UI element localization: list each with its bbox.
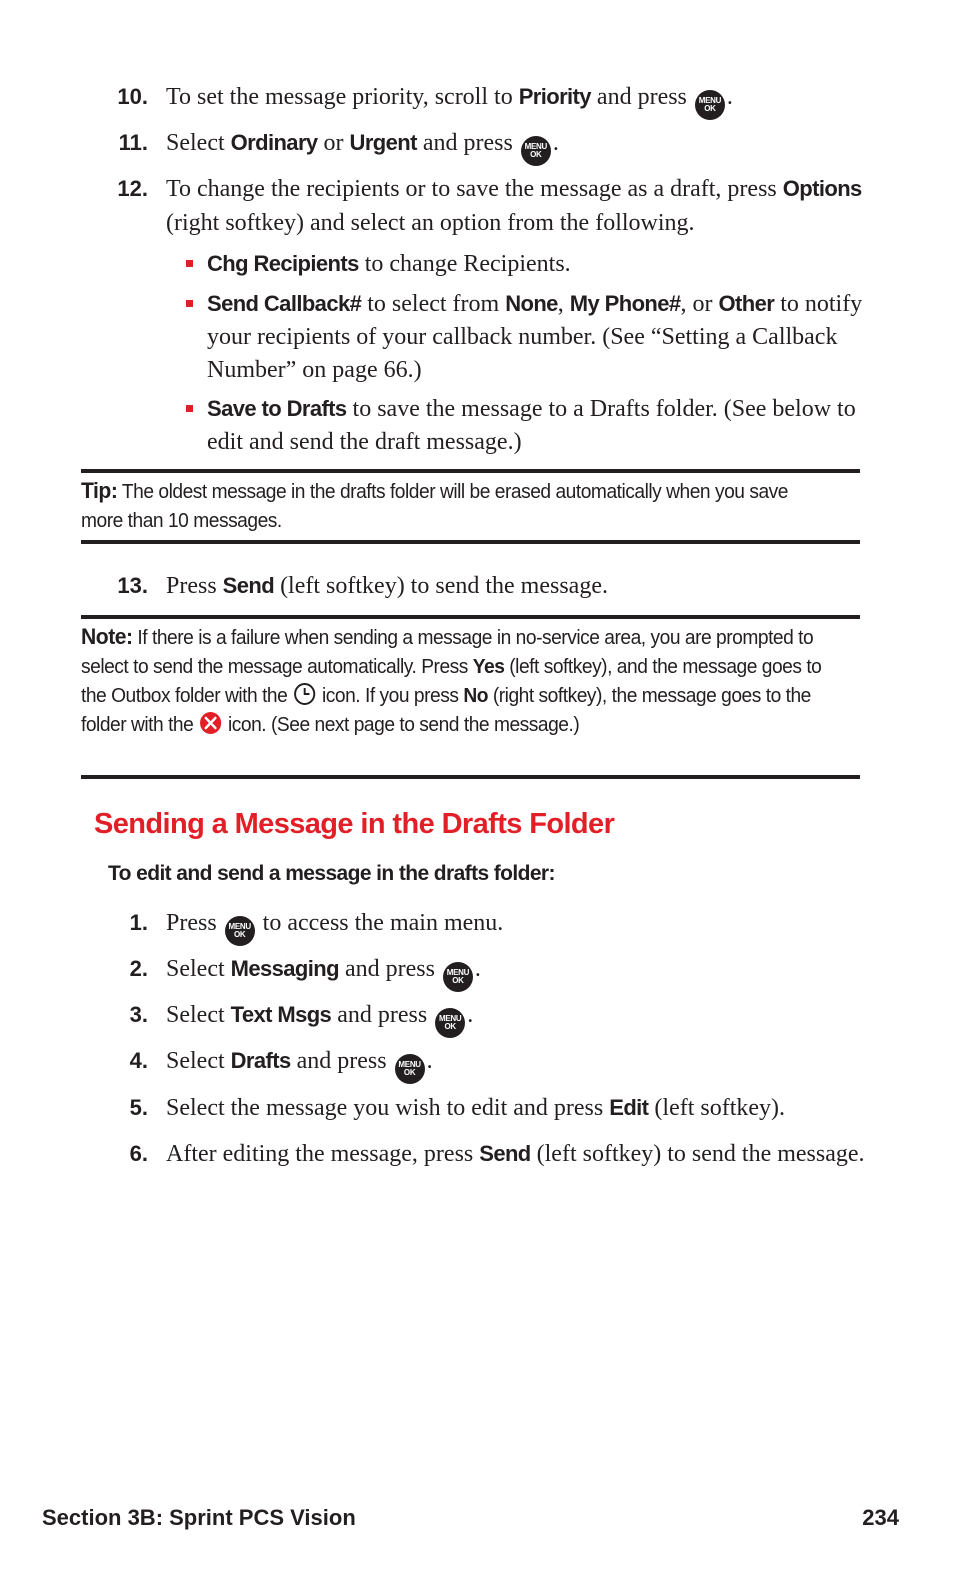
key-yes: Yes [472,656,505,678]
note-label: Note: [81,624,133,649]
menu-ok-key-icon: MENU OK [435,1008,465,1038]
key-edit: Edit [609,1095,649,1120]
tip-text: The oldest message in the drafts folder will be erased automatically when you save more than 10 messages. [81,481,788,532]
draft-step-5: 5. Select the message you wish to edit and press Edit (left softkey). [108,1091,868,1125]
step-number: 3. [129,1002,148,1027]
step-13: 13. Press Send (left softkey) to send the message. [108,569,868,603]
note-box: Note: If there is a failure when sending a message in no-service area, you are prompted to select to send the message automatically. Press Yes (left softkey), and the message goes to the Outbox folder with the icon. If you press No (right softkey), the message goes to the folder with the icon. (See next page to send the message.) [81,624,822,736]
draft-step-6: 6. After editing the message, press Send (left softkey) to send the message. [108,1137,868,1171]
key-ordinary: Ordinary [230,130,318,155]
footer-section-title: Section 3B: Sprint PCS Vision [42,1505,356,1530]
section-subheading: To edit and send a message in the drafts folder: [108,862,555,885]
step-number: 6. [129,1141,148,1166]
draft-step-2: 2. Select Messaging and press MENU OK . [108,952,868,992]
tip-box [81,476,829,536]
step-number: 4. [129,1048,148,1073]
step-10 [108,80,868,120]
key-messaging: Messaging [230,956,339,981]
option-send-callback: Send Callback# [207,291,362,316]
step-number: 13. [117,573,148,598]
step-number: 11. [118,130,148,155]
key-urgent: Urgent [349,130,417,155]
clock-icon [293,682,316,706]
option-save-to-drafts: Save to Drafts [207,396,347,421]
divider-rule [81,469,860,473]
menu-ok-key-icon: MENU OK [521,136,551,166]
bullet-save-to-drafts: Save to Drafts to save the message to a Drafts folder. (See below to edit and send the draft message.) [186,392,866,459]
step-text: To change the recipients or to save the message as a draft, press Options (right softkey) and select an option from the following. [166,176,862,236]
draft-step-3: 3. Select Text Msgs and press MENU OK . [108,998,868,1038]
divider-rule [81,540,860,544]
key-send: Send [222,573,275,598]
step-text: To set the message priority, scroll to Priority and press MENU OK . [166,80,868,120]
bullet-marker [186,260,193,267]
option-chg-recipients: Chg Recipients [207,251,359,276]
step-12 [108,172,868,240]
step-number: 1. [129,910,148,935]
bullet-marker [186,300,193,307]
key-drafts: Drafts [230,1048,291,1073]
menu-ok-key-icon: MENU OK [695,90,725,120]
footer-page-number: 234 [862,1505,899,1530]
step-11 [108,126,868,166]
red-x-icon [199,711,222,735]
key-no: No [463,685,488,707]
divider-rule [81,615,860,619]
menu-ok-key-icon: MENU OK [395,1054,425,1084]
bullet-marker [186,405,193,412]
key-text-msgs: Text Msgs [230,1002,332,1027]
step-number: 5. [129,1095,148,1120]
step-number: 2. [129,956,148,981]
bullet-chg-recipients: Chg Recipients to change Recipients. [186,247,866,281]
draft-step-1: 1. Press MENU OK to access the main menu. [108,906,868,946]
step-text: Select Ordinary or Urgent and press MENU OK . [166,126,868,166]
section-heading: Sending a Message in the Drafts Folder [94,808,615,840]
tip-label: Tip: [81,478,118,503]
step-number: 10. [117,84,148,109]
menu-ok-key-icon: MENU OK [443,962,473,992]
draft-step-4: 4. Select Drafts and press MENU OK . [108,1044,868,1084]
key-options: Options [782,176,862,201]
key-send: Send [479,1141,531,1166]
step-number: 12. [117,176,148,201]
key-priority: Priority [518,84,591,109]
bullet-send-callback: Send Callback# to select from None, My Phone#, or Other to notify your recipients of your callback number. (See “Setting a Callback Number” on page 66.) [186,287,866,387]
divider-rule [81,775,860,779]
menu-ok-key-icon: MENU OK [225,916,255,946]
